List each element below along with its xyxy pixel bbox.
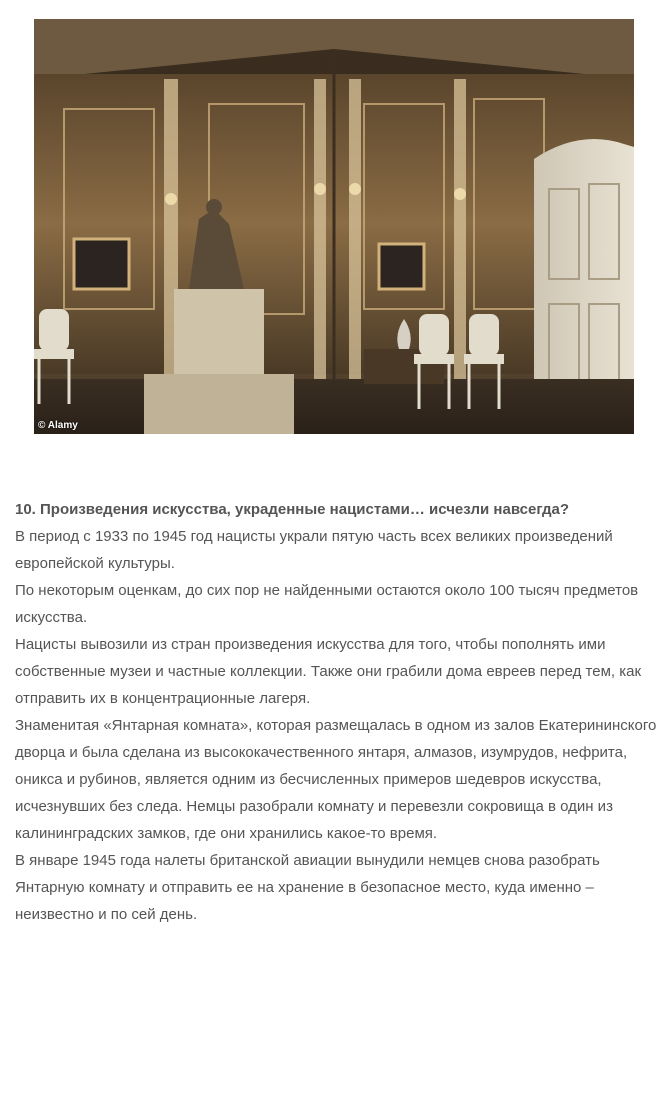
article-heading: 10. Произведения искусства, украденные нацистами… исчезли навсегда? [15,501,570,518]
paragraph-5: В январе 1945 года налеты британской авиации вынудили немцев снова разобрать Янтарную комнату и отправить ее на хранение в безопасное место, куда именно – неизвестно и по сей день. [15,852,600,923]
paragraph-3: Нацисты вывозили из стран произведения искусства для того, чтобы пополнять ими собственные музеи и частные коллекции. Также они грабили дома евреев перед тем, как отправить их в концентрационные лагеря. [15,636,642,707]
paragraph-2: По некоторым оценкам, до сих пор не найденными остаются около 100 тысяч предметов искусства. [15,582,639,626]
amber-room-photo [34,19,634,434]
amber-room-illustration [34,19,634,434]
paragraph-4: Знаменитая «Янтарная комната», которая размещалась в одном из залов Екатерининского дворца и была сделана из высококачественного янтаря, алмазов, изумрудов, нефрита, оникса и рубинов, является одним из бесчисленных примеров шедевров искусства, исчезнувших без следа. Немцы разобрали комнату и перевезли сокровища в один из калининградских замков, где они хранились какое-то время. [15,717,657,842]
article-body [15,497,660,928]
photo-credit: © Alamy [38,420,78,431]
paragraph-1: В период с 1933 по 1945 год нацисты украли пятую часть всех великих произведений европейской культуры. [15,528,613,572]
